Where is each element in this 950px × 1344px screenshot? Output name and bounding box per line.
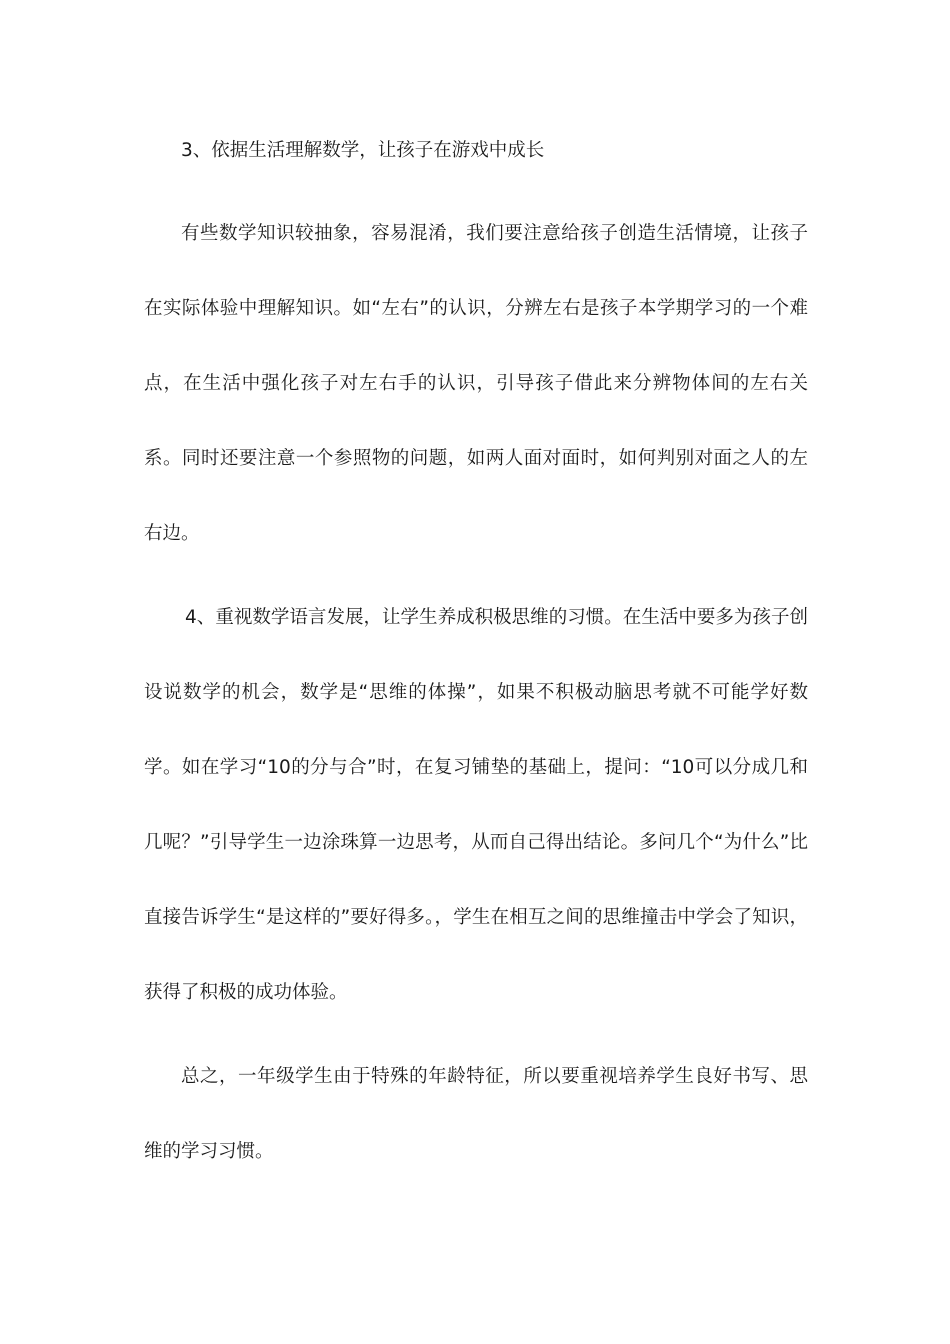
paragraph-conclusion: 总之，一年级学生由于特殊的年龄特征，所以要重视培养学生良好书写、思维的学习习惯。 <box>144 1066 808 1162</box>
paragraph-left-right-recognition: 有些数学知识较抽象，容易混淆，我们要注意给孩子创造生活情境，让孩子在实际体验中理解知识。如“左右”的认识，分辨左右是孩子本学期学习的一个难点，在生活中强化孩子对左右手的认识，引导孩子借此来分辨物体间的左右关系。同时还要注意一个参照物的问题，如两人面对面时，如何判别对面之人的左右边。 <box>144 223 808 544</box>
paragraph-section-4-math-language: 4、重视数学语言发展，让学生养成积极思维的习惯。在生活中要多为孩子创设说数学的机会，数学是“思维的体操”，如果不积极动脑思考就不可能学好数学。如在学习“10的分与合”时，在复习铺垫的基础上，提问：“10可以分成几和几呢？”引导学生一边涂珠算一边思考，从而自己得出结论。多问几个“为什么”比直接告诉学生“是这样的”要好得多。，学生在相互之间的思维撞击中学会了知识，获得了积极的成功体验。 <box>144 607 808 1003</box>
paragraph-section-3-heading: 3、依据生活理解数学，让孩子在游戏中成长 <box>181 140 545 161</box>
